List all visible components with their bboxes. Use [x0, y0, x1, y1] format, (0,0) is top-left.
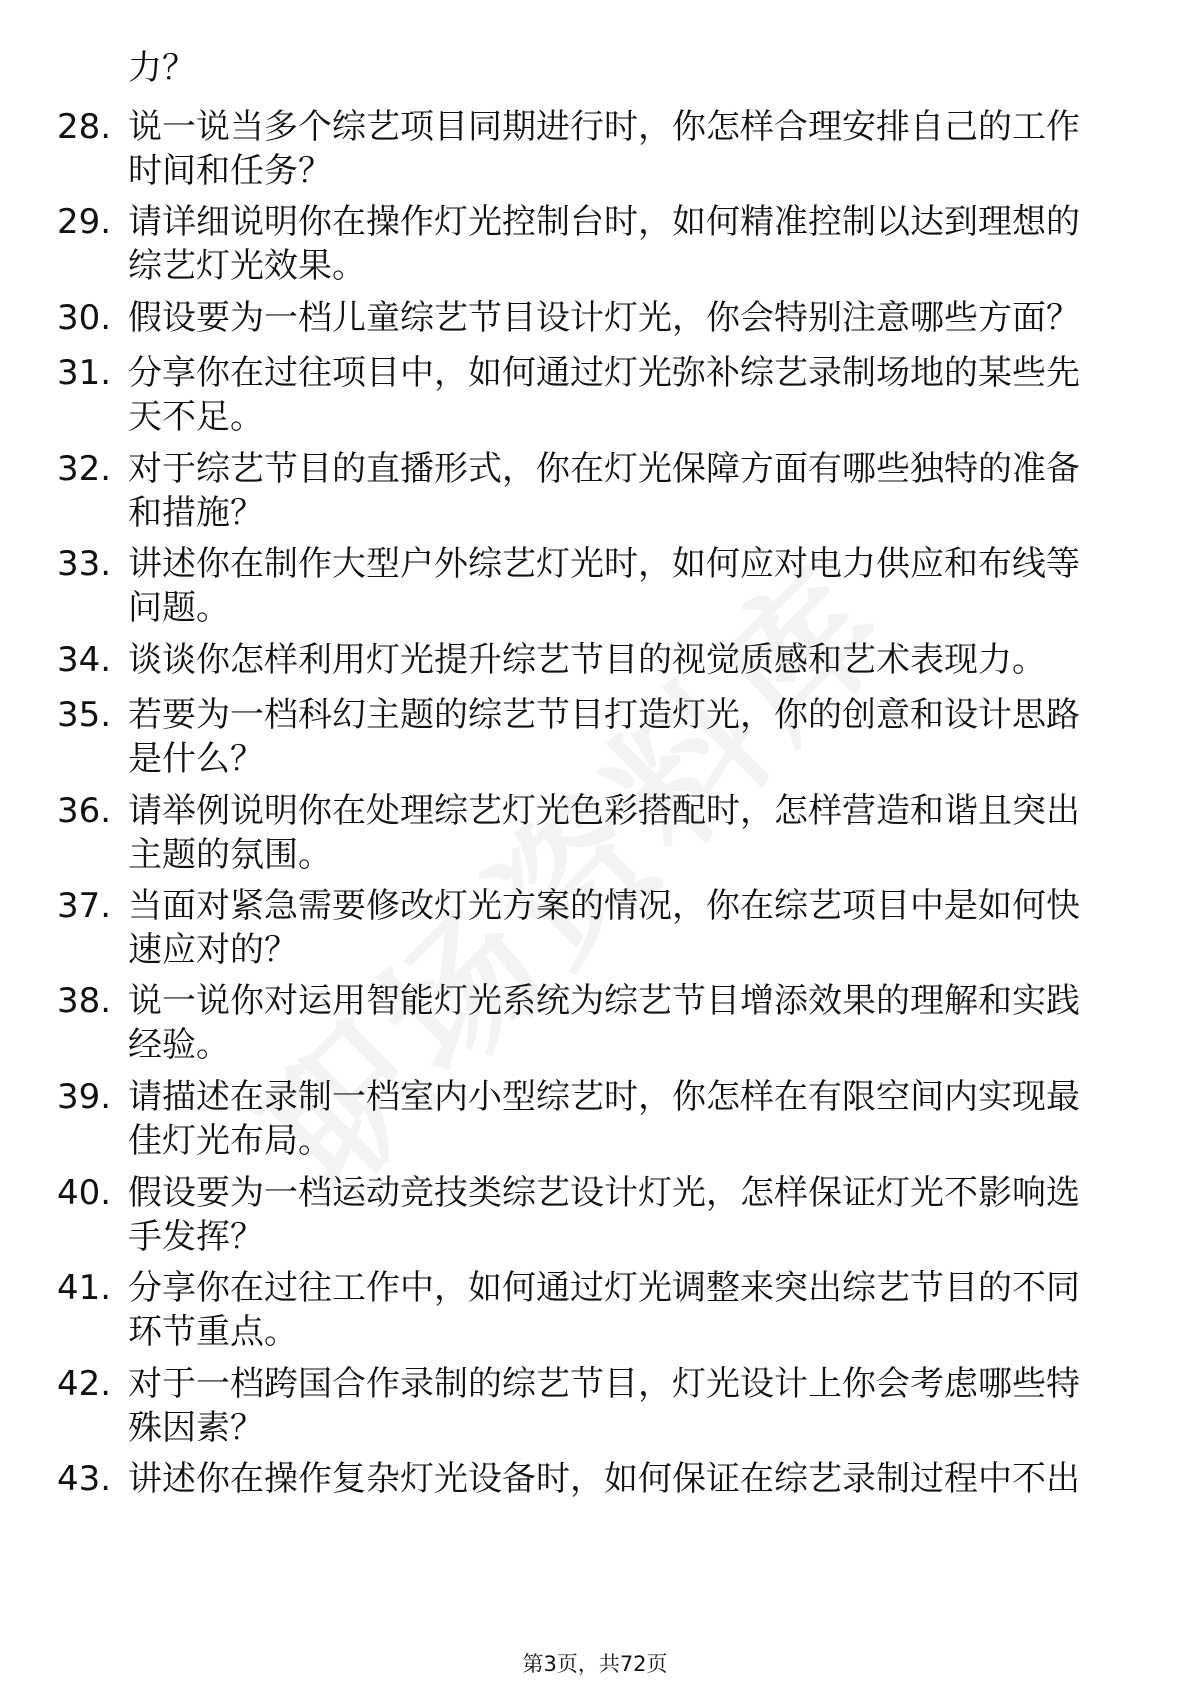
item-number: 34. — [57, 640, 112, 680]
item-number: 36. — [57, 791, 112, 831]
item-number: 43. — [57, 1459, 112, 1499]
item-text: 说一说你对运用智能灯光系统为综艺节目增添效果的理解和实践经验。 — [128, 981, 1080, 1065]
item-number: 35. — [57, 695, 112, 735]
item-text: 分享你在过往项目中，如何通过灯光弥补综艺录制场地的某些先天不足。 — [128, 353, 1080, 437]
item-number: 42. — [57, 1364, 112, 1404]
item-text: 说一说当多个综艺项目同期进行时，你怎样合理安排自己的工作时间和任务？ — [128, 107, 1080, 191]
item-number: 30. — [57, 298, 112, 338]
item-number: 37. — [57, 886, 112, 926]
item-number: 41. — [57, 1268, 112, 1308]
item-number: 32. — [57, 449, 112, 489]
page-footer: 第3页，共72页 — [522, 1652, 668, 1676]
item-number: 31. — [57, 353, 112, 393]
item-text: 请详细说明你在操作灯光控制台时，如何精准控制以达到理想的综艺灯光效果。 — [128, 202, 1080, 286]
item-number: 38. — [57, 981, 112, 1021]
item-number: 40. — [57, 1173, 112, 1213]
item-number: 33. — [57, 544, 112, 584]
item-text: 对于一档跨国合作录制的综艺节目，灯光设计上你会考虑哪些特殊因素？ — [128, 1364, 1080, 1448]
continuation-text: 力？ — [128, 48, 196, 88]
item-text: 假设要为一档运动竞技类综艺设计灯光，怎样保证灯光不影响选手发挥？ — [128, 1173, 1080, 1257]
item-text: 当面对紧急需要修改灯光方案的情况，你在综艺项目中是如何快速应对的？ — [128, 886, 1080, 970]
item-text: 请举例说明你在处理综艺灯光色彩搭配时，怎样营造和谐且突出主题的氛围。 — [128, 791, 1080, 875]
item-text: 谈谈你怎样利用灯光提升综艺节目的视觉质感和艺术表现力。 — [128, 640, 1046, 680]
item-text: 若要为一档科幻主题的综艺节目打造灯光，你的创意和设计思路是什么？ — [128, 695, 1080, 779]
item-text: 对于综艺节目的直播形式，你在灯光保障方面有哪些独特的准备和措施？ — [128, 449, 1080, 533]
item-text: 假设要为一档儿童综艺节目设计灯光，你会特别注意哪些方面？ — [128, 298, 1080, 338]
item-number: 28. — [57, 107, 112, 147]
item-text: 讲述你在操作复杂灯光设备时，如何保证在综艺录制过程中不出 — [128, 1459, 1080, 1499]
item-number: 29. — [57, 202, 112, 242]
item-text: 讲述你在制作大型户外综艺灯光时，如何应对电力供应和布线等问题。 — [128, 544, 1080, 628]
item-number: 39. — [57, 1077, 112, 1117]
item-text: 请描述在录制一档室内小型综艺时，你怎样在有限空间内实现最佳灯光布局。 — [128, 1077, 1080, 1161]
item-text: 分享你在过往工作中，如何通过灯光调整来突出综艺节目的不同环节重点。 — [128, 1268, 1080, 1352]
